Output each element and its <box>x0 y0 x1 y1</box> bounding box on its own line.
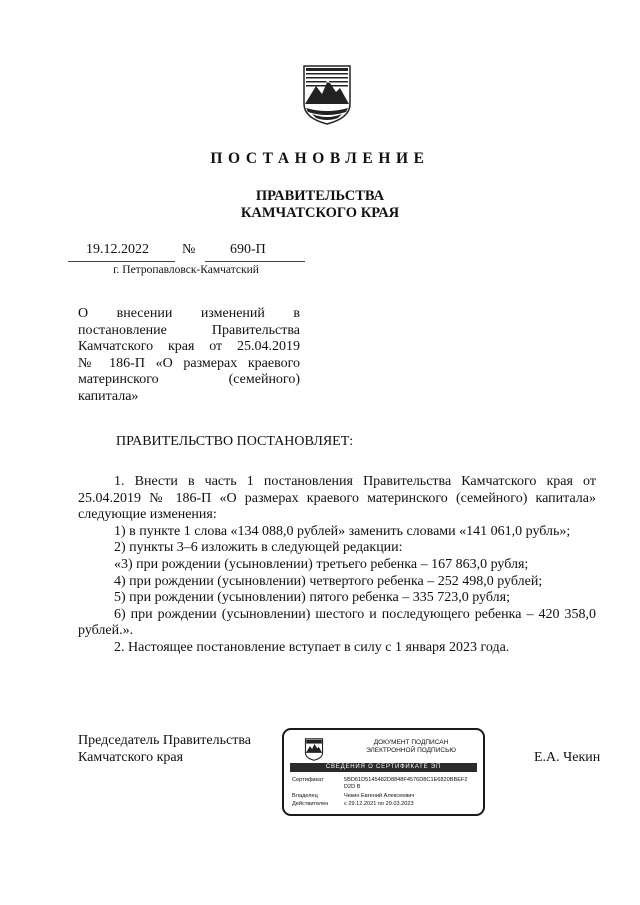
signatory-title-line1: Председатель Правительства <box>78 733 251 748</box>
subject-line: Камчатского края от 25.04.2019 <box>78 339 300 355</box>
stamp-emblem-icon <box>304 738 324 761</box>
subject-line: № 186-П «О размерах краевого <box>78 355 300 371</box>
government-heading-line1: ПРАВИТЕЛЬСТВА <box>255 188 385 204</box>
signatory-title-line2: Камчатского края <box>78 749 184 765</box>
body-text <box>78 474 596 657</box>
subject-line: капитала» <box>78 388 139 404</box>
subject-line: материнского (семейного) <box>78 372 300 388</box>
stamp-heading-line1: ДОКУМЕНТ ПОДПИСАН <box>373 739 449 746</box>
body-paragraph: 5) при рождении (усыновлении) пятого ребенка – 335 723,0 рубля; <box>114 590 510 606</box>
government-heading <box>0 188 640 222</box>
stamp-heading <box>346 739 476 755</box>
preamble: ПРАВИТЕЛЬСТВО ПОСТАНОВЛЯЕТ: <box>116 434 354 449</box>
electronic-signature-stamp <box>282 728 485 816</box>
stamp-valid-value: с 29.12.2021 по 29.03.2023 <box>344 801 414 807</box>
subject-line: постановление Правительства <box>78 322 300 338</box>
subject-line: О внесении изменений в <box>78 306 300 321</box>
stamp-cert-label: Сертификат <box>292 777 324 783</box>
body-paragraph: 6) при рождении (усыновлении) шестого и последующего ребенка – 420 358,0 рублей.». <box>78 606 596 639</box>
document-date: 19.12.2022 <box>86 242 149 257</box>
body-paragraph: 2) пункты 3–6 изложить в следующей редакции: <box>114 540 403 556</box>
body-paragraph: 4) при рождении (усыновлении) четвертого ребенка – 252 498,0 рублей; <box>114 573 543 589</box>
stamp-cert-value: 5BD61D5145482D8848F4576D8C1E6820BBEF2D2D B <box>344 777 468 790</box>
number-sign: № <box>182 242 196 257</box>
stamp-owner-label: Владелец <box>292 793 318 799</box>
document-number: 690-П <box>230 242 266 257</box>
signatory-name: Е.А. Чекин <box>534 750 601 765</box>
stamp-valid-label: Действителен <box>292 801 329 807</box>
body-paragraph: «3) при рождении (усыновлении) третьего ребенка – 167 863,0 рубля; <box>114 556 529 572</box>
kamchatka-emblem-icon <box>300 64 354 126</box>
stamp-certificate-bar: СВЕДЕНИЯ О СЕРТИФИКАТЕ ЭП <box>290 763 477 772</box>
city-label: г. Петропавловск-Камчатский <box>113 264 259 276</box>
stamp-owner-value: Чекин Евгений Алексеевич <box>344 793 415 799</box>
number-underline <box>205 261 305 262</box>
body-paragraph: 2. Настоящее постановление вступает в силу с 1 января 2023 года. <box>114 639 510 655</box>
stamp-heading-line2: ЭЛЕКТРОННОЙ ПОДПИСЬЮ <box>366 747 456 754</box>
body-paragraph: 1) в пункте 1 слова «134 088,0 рублей» заменить словами «141 061,0 рубль»; <box>114 523 571 539</box>
date-underline <box>68 261 175 262</box>
government-heading-line2: КАМЧАТСКОГО КРАЯ <box>240 205 400 221</box>
body-paragraph: 1. Внести в часть 1 постановления Правительства Камчатского края от 25.04.2019 № 186-П «О размерах краевого материнского (семейного) капитала» следующие изменения: <box>78 474 596 523</box>
subject-block <box>78 306 300 406</box>
signatory-title <box>78 733 251 766</box>
document-type-heading: ПОСТАНОВЛЕНИЕ <box>210 150 430 167</box>
